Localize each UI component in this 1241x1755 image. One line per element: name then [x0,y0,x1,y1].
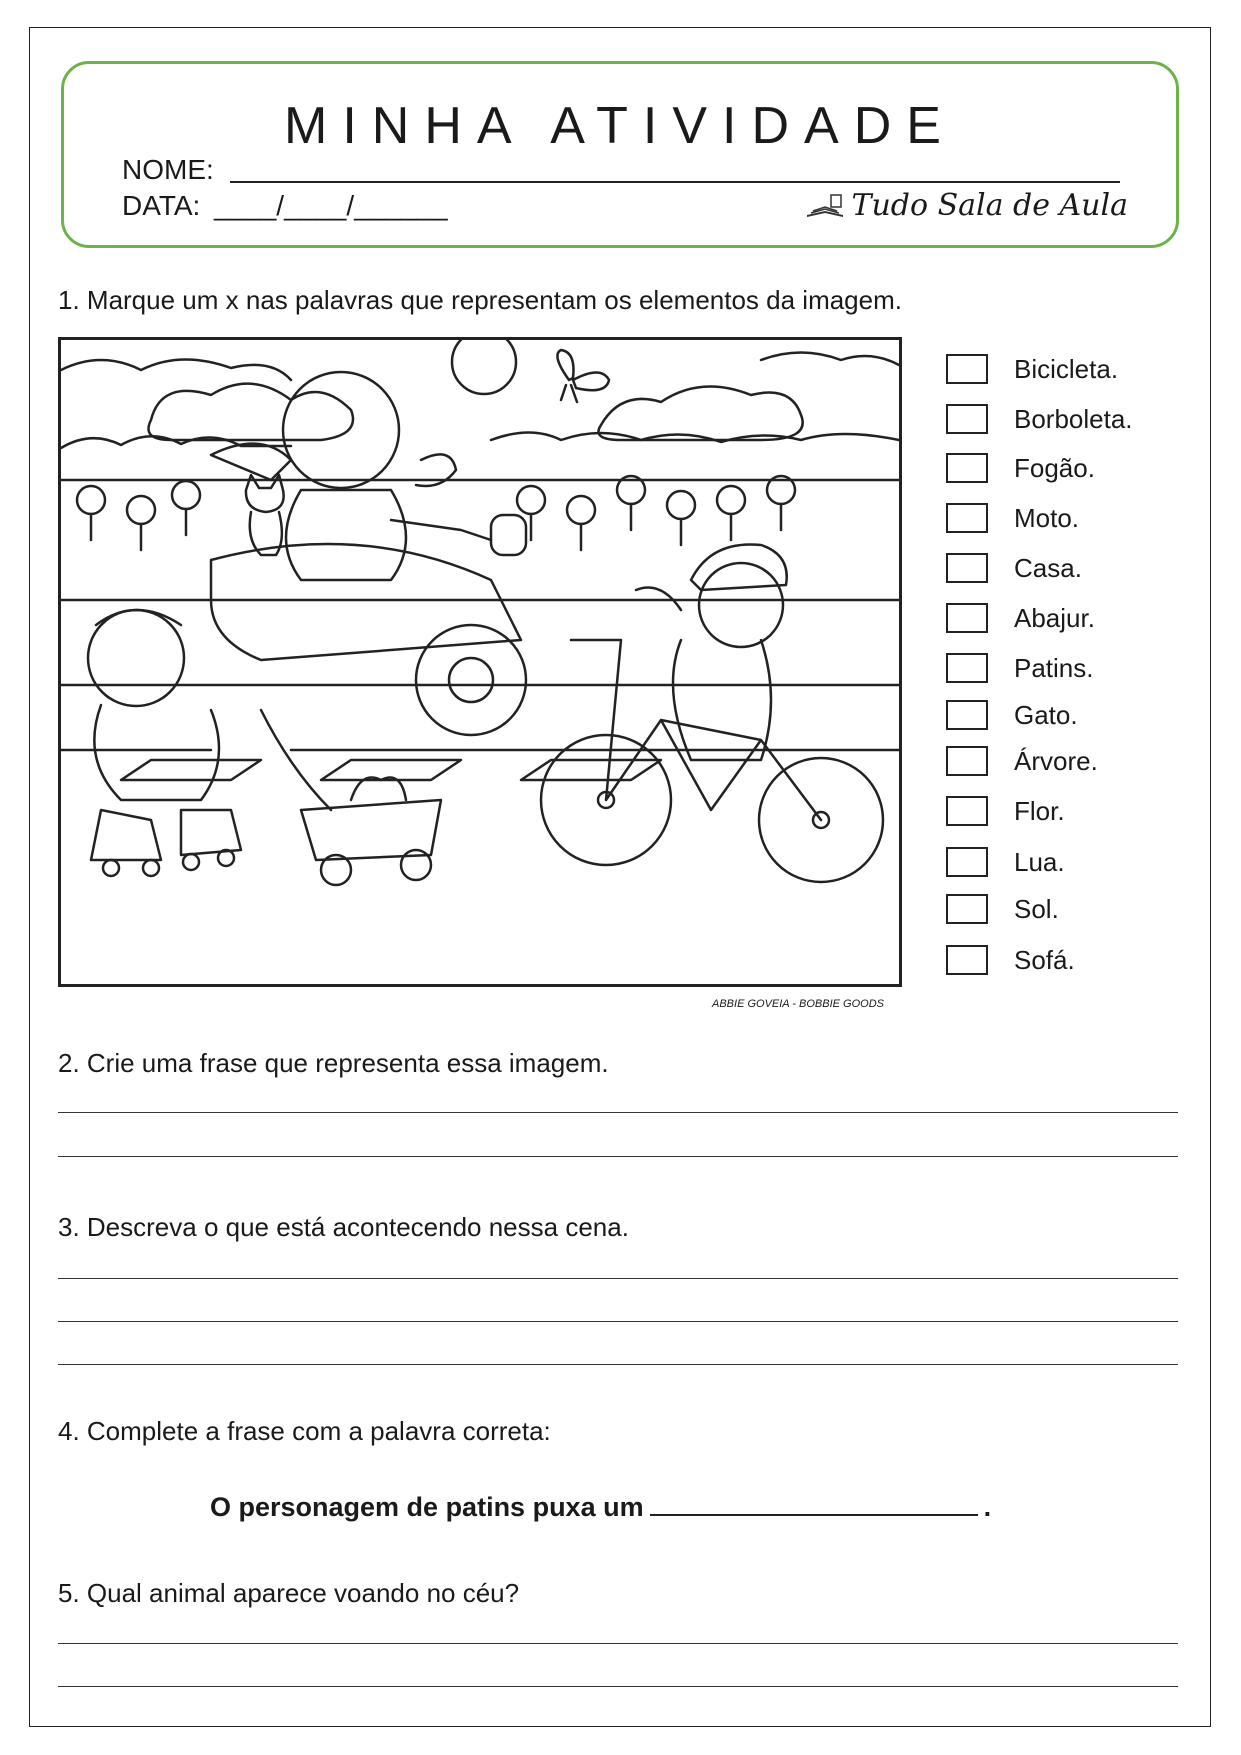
cloud [61,359,291,380]
image-credit: ABBIE GOVEIA - BOBBIE GOODS [712,998,884,1010]
sentence-end: . [983,1492,992,1522]
answer-line[interactable] [58,1686,1178,1687]
brand-logo [805,188,1128,223]
checklist-item[interactable] [946,652,1094,683]
checkbox[interactable] [946,796,988,826]
question-3-prompt: 3. Descreva o que está acontecendo nessa cena. [58,1212,629,1242]
question-4-prompt: 4. Complete a frase com a palavra correta: [58,1416,551,1446]
name-label: NOME: [122,154,214,185]
checklist-item[interactable] [946,846,1065,877]
checklist-item[interactable] [946,795,1065,826]
checkbox[interactable] [946,453,988,483]
checkbox[interactable] [946,553,988,583]
skater [88,610,241,876]
checkbox[interactable] [946,746,988,776]
checklist-item[interactable] [946,403,1133,434]
checklist-item[interactable] [946,602,1095,633]
checklist-label: Sofá. [1014,944,1075,975]
checkbox[interactable] [946,894,988,924]
checklist-label: Borboleta. [1014,403,1133,434]
checkbox[interactable] [946,503,988,533]
checkbox[interactable] [946,653,988,683]
checklist-label: Patins. [1014,652,1094,683]
checklist-label: Fogão. [1014,452,1095,483]
checklist-item[interactable] [946,353,1119,384]
checklist-item[interactable] [946,502,1080,533]
checklist-label: Moto. [1014,502,1080,533]
flower-row [77,476,795,550]
answer-line[interactable] [58,1278,1178,1279]
cat [246,475,284,555]
book-icon [805,193,845,219]
checklist-item[interactable] [946,699,1078,730]
wagon-puppy [261,710,441,885]
checklist-item[interactable] [946,893,1059,924]
checklist-item[interactable] [946,745,1098,776]
checkbox[interactable] [946,603,988,633]
checklist-label: Gato. [1014,699,1078,730]
butterfly [557,350,609,402]
date-label: DATA: [122,190,201,221]
answer-line[interactable] [58,1321,1178,1322]
cloud [761,353,899,366]
checklist-label: Abajur. [1014,602,1095,633]
checklist-label: Casa. [1014,552,1082,583]
bicycle-rider [541,544,883,882]
checklist-item[interactable] [946,452,1095,483]
sentence-start: O personagem de patins puxa um [210,1492,644,1522]
checkbox[interactable] [946,945,988,975]
checkbox[interactable] [946,404,988,434]
cloud [149,384,354,440]
date-field[interactable]: ____/____/______ [214,190,448,221]
checklist-label: Sol. [1014,893,1059,924]
answer-line[interactable] [58,1156,1178,1157]
checklist-label: Bicicleta. [1014,353,1119,384]
checkbox[interactable] [946,847,988,877]
cloud [599,386,803,440]
answer-line[interactable] [58,1364,1178,1365]
sun [452,340,516,394]
answer-line[interactable] [58,1643,1178,1644]
checkbox[interactable] [946,700,988,730]
question-2-prompt: 2. Crie uma frase que representa essa imagem. [58,1048,609,1078]
scene-illustration [58,337,902,987]
answer-line[interactable] [58,1112,1178,1113]
logo-text: Tudo Sala de Aula [851,188,1128,223]
checklist-item[interactable] [946,552,1082,583]
question-5-prompt: 5. Qual animal aparece voando no céu? [58,1578,520,1608]
checklist-label: Flor. [1014,795,1065,826]
checklist-label: Árvore. [1014,745,1098,776]
checkbox[interactable] [946,354,988,384]
header-box [61,61,1179,248]
complete-sentence [210,1492,991,1523]
checklist-label: Lua. [1014,846,1065,877]
sentence-blank[interactable] [650,1514,978,1516]
checklist-item[interactable] [946,944,1075,975]
question-1-prompt: 1. Marque um x nas palavras que representam os elementos da imagem. [58,285,902,315]
name-field[interactable] [230,181,1120,183]
worksheet-title: MINHA ATIVIDADE [284,97,956,155]
